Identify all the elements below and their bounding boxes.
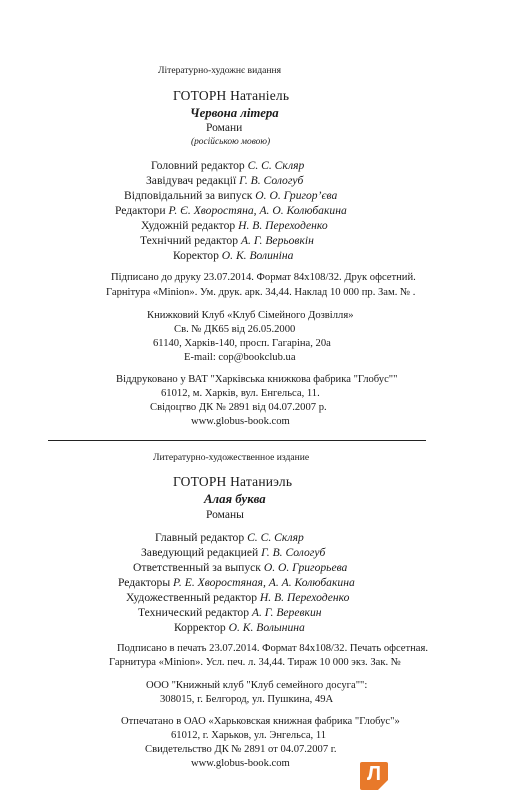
- credit-line: [118, 577, 355, 589]
- litres-logo-icon: [360, 762, 388, 790]
- printer-line: www.globus-book.com: [191, 416, 290, 427]
- book-title: Алая буква: [204, 492, 266, 506]
- credit-person: Г. В. Сологуб: [239, 174, 304, 187]
- print-info-line: Гарнитура «Minion». Усл. печ. л. 34,44. Тираж 10 000 экз. Зак. №: [109, 657, 401, 668]
- credit-role: Відповідальний за випуск: [124, 189, 253, 202]
- credit-role: Редактори: [115, 204, 166, 217]
- credit-line: [138, 607, 322, 619]
- credit-line: [141, 547, 325, 559]
- printer-line: Отпечатано в ОАО «Харьковская книжная фабрика "Глобус"»: [121, 716, 400, 727]
- printer-line: Свидетельство ДК № 2891 от 04.07.2007 г.: [145, 744, 337, 755]
- credit-role: Заведующий редакцией: [141, 546, 259, 559]
- credit-person: О. О. Григор’єва: [255, 189, 338, 202]
- logo-fold: [378, 780, 388, 790]
- credit-line: [151, 160, 304, 172]
- edition-type: Літературно-художнє видання: [158, 65, 282, 76]
- edition-type: Литературно-художественное издание: [153, 452, 310, 463]
- credit-role: Головний редактор: [151, 159, 245, 172]
- credit-person: Г. В. Сологуб: [261, 546, 326, 559]
- publisher-line: Книжковий Клуб «Клуб Сімейного Дозвілля»: [147, 310, 354, 321]
- author-name: ГОТОРН Натаниэль: [173, 474, 293, 489]
- credit-line: [124, 190, 337, 202]
- genre: Романы: [206, 509, 244, 521]
- book-title: Червона літера: [190, 106, 279, 120]
- credit-role: Редакторы: [118, 576, 171, 589]
- print-info-line: Підписано до друку 23.07.2014. Формат 84x108/32. Друк офсетний.: [111, 272, 416, 283]
- publisher-line: ООО "Книжный клуб "Клуб семейного досуга"":: [146, 680, 368, 691]
- publisher-line: 308015, г. Белгород, ул. Пушкина, 49А: [160, 694, 334, 705]
- credit-role: Художній редактор: [141, 219, 236, 232]
- credit-line: [133, 562, 347, 574]
- credit-person: А. Г. Веревкин: [251, 606, 322, 619]
- credit-line: [155, 532, 304, 544]
- credit-person: О. О. Григорьева: [263, 561, 348, 574]
- section-divider: [48, 440, 426, 441]
- credit-line: [141, 220, 328, 232]
- printer-line: Віддруковано у ВАТ "Харківська книжкова фабрика "Глобус"": [116, 374, 398, 385]
- credit-line: [140, 235, 314, 247]
- credit-role: Художественный редактор: [126, 591, 258, 604]
- credit-role: Корректор: [174, 621, 226, 634]
- credit-person: Н. В. Переходенко: [238, 219, 328, 232]
- credit-line: [126, 592, 349, 604]
- publisher-line: E-mail: cop@bookclub.ua: [184, 352, 296, 363]
- credit-role: Завідувач редакції: [146, 174, 237, 187]
- credit-role: Технічний редактор: [140, 234, 239, 247]
- publisher-line: 61140, Харків-140, просп. Гагаріна, 20а: [153, 338, 331, 349]
- credit-person: С. С. Скляр: [247, 159, 305, 172]
- print-info-line: Гарнітура «Minion». Ум. друк. арк. 34,44. Наклад 10 000 пр. Зам. № .: [106, 287, 416, 298]
- credit-person: А. Г. Верьовкін: [240, 234, 314, 247]
- credit-person: О. К. Волынина: [228, 621, 305, 634]
- publisher-line: Св. № ДК65 від 26.05.2000: [174, 324, 296, 335]
- credit-role: Главный редактор: [155, 531, 245, 544]
- genre: Романи: [206, 122, 243, 134]
- credit-line: [173, 250, 293, 262]
- printer-line: www.globus-book.com: [191, 758, 290, 769]
- print-info-line: Подписано в печать 23.07.2014. Формат 84x108/32. Печать офсетная.: [117, 643, 429, 654]
- printer-line: 61012, г. Харьков, ул. Энгельса, 11: [171, 730, 327, 741]
- credit-line: [146, 175, 303, 187]
- credit-line: [115, 205, 347, 217]
- credit-line: [174, 622, 305, 634]
- credit-person: Р. Є. Хворостяна, А. О. Колюбакина: [168, 204, 347, 217]
- credit-role: Ответственный за выпуск: [133, 561, 261, 574]
- printer-line: Свідоцтво ДК № 2891 від 04.07.2007 р.: [150, 402, 327, 413]
- credit-person: Н. В. Переходенко: [259, 591, 350, 604]
- credit-person: Р. Е. Хворостяная, А. А. Колюбакина: [173, 576, 355, 589]
- credit-role: Коректор: [173, 249, 219, 262]
- author-name: ГОТОРН Натаніель: [173, 88, 290, 103]
- credit-person: С. С. Скляр: [247, 531, 304, 544]
- language-note: (російською мовою): [191, 137, 271, 147]
- printer-line: 61012, м. Харків, вул. Енгельса, 11.: [161, 388, 320, 399]
- credit-person: О. К. Волиніна: [221, 249, 294, 262]
- logo-letter: Л: [366, 763, 382, 785]
- credit-role: Технический редактор: [138, 606, 250, 619]
